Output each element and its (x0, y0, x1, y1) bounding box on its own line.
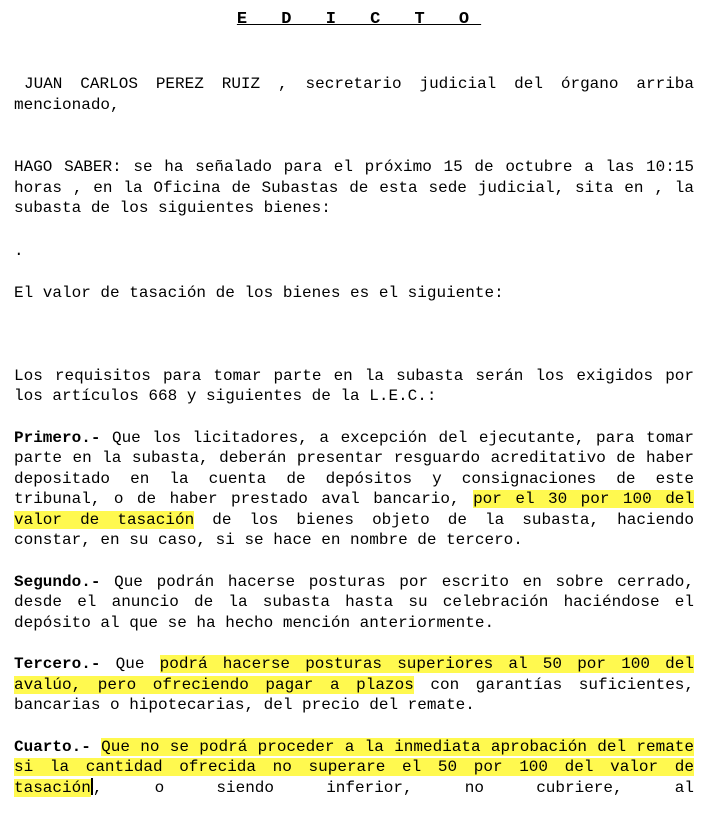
tercero-text-b: con garantías suficientes, bancarias o hipotecarias, del precio del remate. (14, 675, 694, 714)
document-page (14, 0, 694, 837)
document-title: E D I C T O (236, 10, 482, 29)
tercero-highlight: podrá hacerse posturas superiores al 50 por 100 del avalúo, pero ofreciendo pagar a plazos (14, 655, 694, 694)
secretary-text: , secretario judicial del órgano arriba mencionado, (14, 75, 694, 114)
secretary-name: JUAN CARLOS PEREZ RUIZ (24, 75, 261, 93)
primero-label: Primero.- (14, 428, 101, 447)
cuarto-text-a (91, 738, 101, 756)
segundo-paragraph (14, 572, 694, 634)
segundo-text: Que podrán hacerse posturas por escrito en sobre cerrado, desde el anuncio de la subasta hasta su celebración haciéndose el depósito al que se ha hecho mención anteriormente. (14, 572, 694, 632)
tercero-paragraph (14, 654, 694, 716)
cuarto-label: Cuarto.- (14, 737, 91, 756)
primero-text-b: de los bienes objeto de la subasta, haciendo constar, en su caso, si se hace en nombre de tercero. (14, 510, 694, 549)
tercero-label: Tercero.- (14, 655, 101, 673)
secretary-paragraph (14, 74, 694, 115)
hago-saber-paragraph: HAGO SABER: se ha señalado para el próximo 15 de octubre a las 10:15 horas , en la Oficina de Subastas de esta sede judicial, sita en , la subasta de los siguientes bienes: (14, 158, 694, 217)
primero-text-a: Que los licitadores, a excepción del ejecutante, para tomar parte en la subasta, deberán presentar resguardo acreditativo de haber depositado en la cuenta de depósitos y consignaciones de este tribunal, o de haber prestado aval bancario, (14, 428, 694, 508)
valor-tasacion-line: El valor de tasación de los bienes es el siguiente: (14, 284, 504, 302)
tercero-text-a: Que (100, 655, 160, 673)
primero-highlight: por el 30 por 100 del valor de tasación (14, 490, 694, 529)
goods-list-placeholder: . (14, 241, 24, 260)
cuarto-paragraph[interactable] (14, 737, 694, 799)
segundo-label: Segundo.- (14, 572, 101, 591)
primero-paragraph (14, 428, 694, 551)
requisitos-intro-paragraph: Los requisitos para tomar parte en la subasta serán los exigidos por los artículos 668 y siguientes de la L.E.C.: (14, 366, 694, 405)
cuarto-highlight: Que no se podrá proceder a la inmediata aprobación del remate si la cantidad ofrecida no superare el 50 por 100 del valor de tasación (14, 737, 694, 797)
cuarto-text-b: , o siendo inferior, no cubriere, al (92, 778, 694, 797)
